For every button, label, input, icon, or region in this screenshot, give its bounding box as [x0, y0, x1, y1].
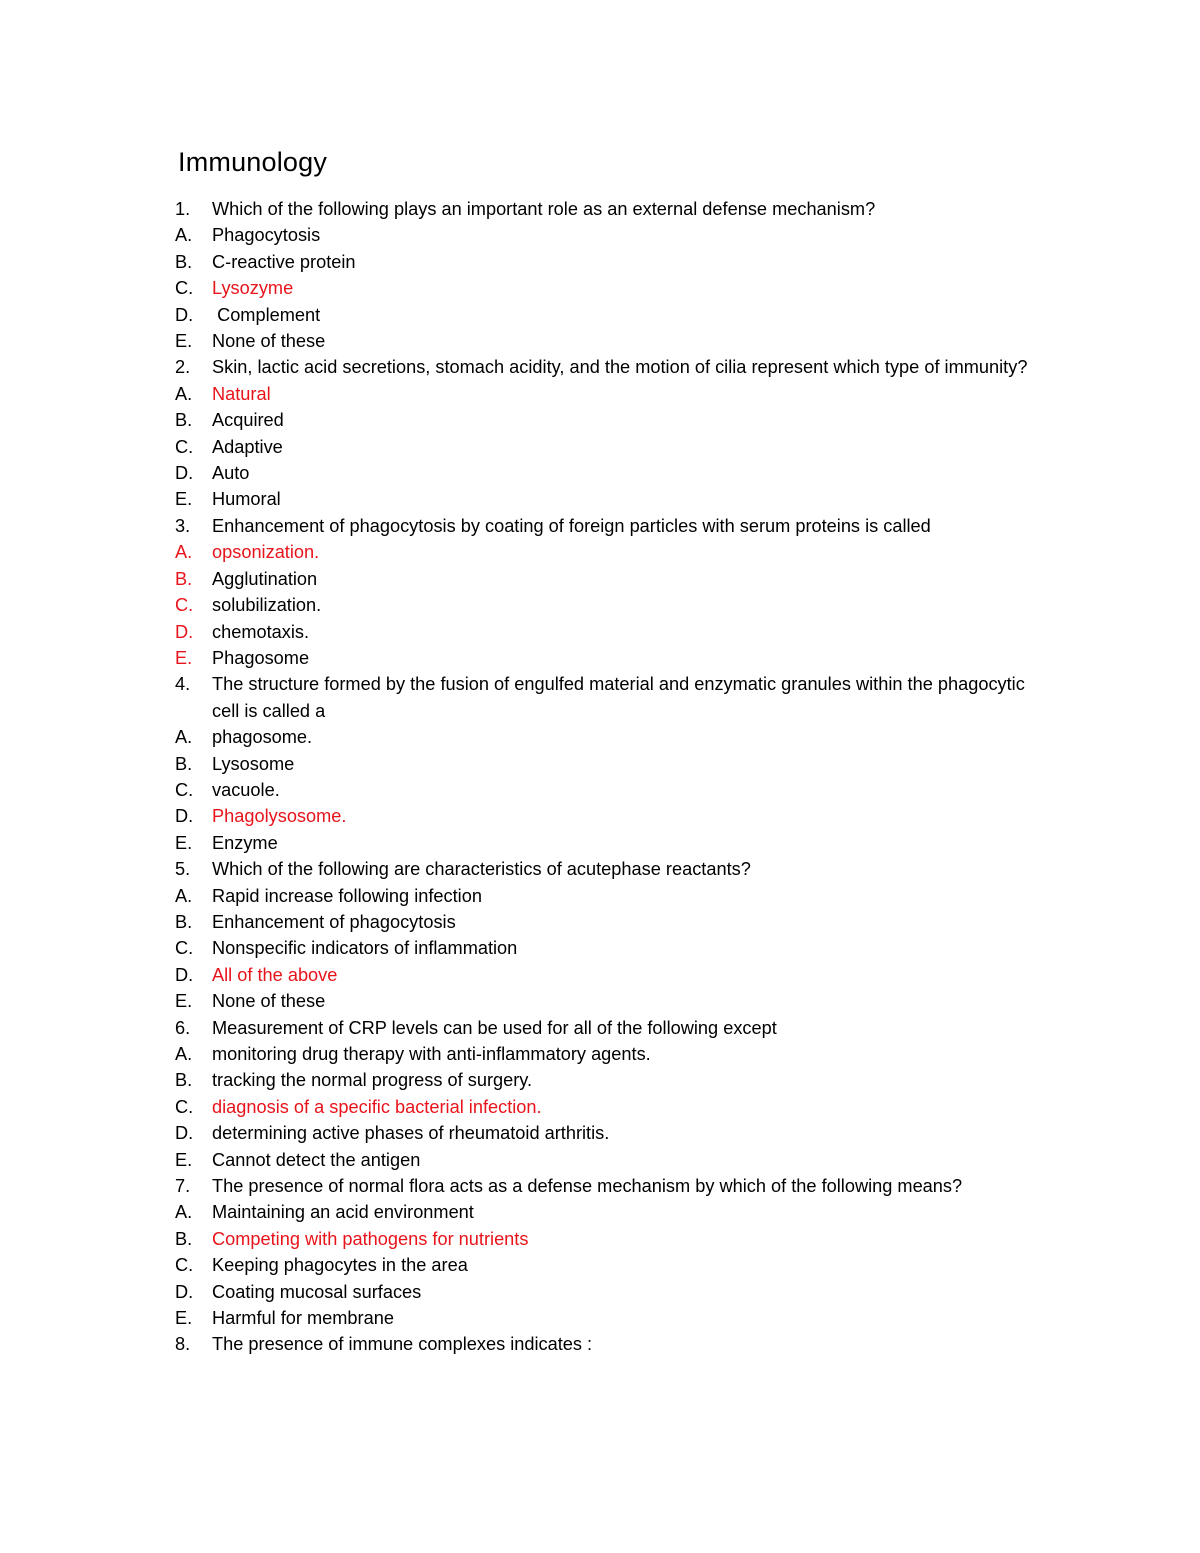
question-text: Which of the following are characteristics of acutephase reactants?	[212, 859, 751, 880]
option-letter: A.	[175, 225, 193, 246]
option-line	[175, 1305, 1055, 1331]
question-line	[175, 196, 1055, 222]
option-line	[175, 275, 1055, 301]
option-text: Acquired	[212, 410, 284, 431]
option-letter: A.	[175, 1044, 193, 1064]
option-line	[175, 645, 1055, 671]
option-text: Complement	[212, 304, 321, 325]
question-text: Enhancement of phagocytosis by coating of foreign particles with serum proteins is called	[212, 515, 931, 536]
option-line	[175, 724, 1055, 750]
option-letter: E.	[175, 832, 193, 853]
option-text: Phagosome	[212, 647, 310, 668]
option-text: Enhancement of phagocytosis	[212, 911, 456, 932]
option-line	[175, 566, 1055, 592]
option-line	[175, 592, 1055, 618]
option-line	[175, 803, 1055, 829]
option-letter: B.	[175, 753, 193, 774]
option-letter: E.	[175, 1149, 193, 1170]
option-text: tracking the normal progress of surgery.	[212, 1070, 533, 1091]
question-text: Measurement of CRP levels can be used for all of the following except	[212, 1017, 777, 1038]
option-text: None of these	[212, 991, 326, 1012]
question-number: 6.	[175, 1017, 191, 1038]
option-letter: A.	[175, 727, 193, 748]
option-line	[175, 777, 1055, 803]
correct-answer-text: Competing with pathogens for nutrients	[212, 1228, 529, 1249]
option-line	[175, 830, 1055, 856]
option-line	[175, 751, 1055, 777]
document-title: Immunology	[178, 147, 328, 177]
option-text: Phagocytosis	[212, 225, 321, 246]
question-number: 7.	[175, 1176, 191, 1197]
question-line	[175, 354, 1055, 380]
option-line	[175, 1279, 1055, 1305]
question-line	[175, 1173, 1055, 1199]
question-text: Skin, lactic acid secretions, stomach acidity, and the motion of cilia represent which type of immunity?	[212, 357, 1028, 378]
question-text: The presence of immune complexes indicates :	[212, 1334, 593, 1355]
option-line	[175, 460, 1055, 486]
option-text: Adaptive	[212, 436, 283, 457]
question-text: The presence of normal flora acts as a defense mechanism by which of the following means?	[212, 1176, 963, 1197]
option-text: C-reactive protein	[212, 251, 356, 272]
option-text: Cannot detect the antigen	[212, 1149, 421, 1170]
question-line	[175, 1015, 1055, 1041]
option-line	[175, 619, 1055, 645]
option-line	[175, 1252, 1055, 1278]
correct-answer-text: All of the above	[212, 964, 338, 985]
option-text: phagosome.	[212, 727, 313, 748]
option-line	[175, 988, 1055, 1014]
option-line	[175, 302, 1055, 328]
question-number: 3.	[175, 515, 191, 536]
option-text: Harmful for membrane	[212, 1308, 394, 1329]
option-text: Maintaining an acid environment	[212, 1202, 474, 1223]
option-letter: E.	[175, 1308, 193, 1329]
question-number: 1.	[175, 199, 191, 219]
option-letter: D.	[175, 621, 194, 642]
option-line	[175, 328, 1055, 354]
question-text: The structure formed by the fusion of engulfed material and enzymatic granules within the phagocytic cell is called a	[212, 674, 1030, 721]
option-line	[175, 1041, 1055, 1067]
option-text: solubilization.	[212, 595, 322, 616]
correct-answer-text: Lysozyme	[212, 278, 294, 299]
option-letter: E.	[175, 991, 193, 1012]
option-text: chemotaxis.	[212, 621, 310, 642]
option-letter: C.	[175, 779, 194, 800]
option-letter: E.	[175, 489, 193, 510]
option-line	[175, 1147, 1055, 1173]
option-letter: C.	[175, 278, 194, 299]
option-line	[175, 1120, 1055, 1146]
option-line	[175, 883, 1055, 909]
option-line	[175, 1094, 1055, 1120]
option-line	[175, 1226, 1055, 1252]
option-line	[175, 486, 1055, 512]
option-letter: D.	[175, 1281, 194, 1302]
option-line	[175, 539, 1055, 565]
option-letter: B.	[175, 410, 193, 431]
correct-answer-text: Natural	[212, 383, 271, 404]
question-list	[175, 196, 1055, 1358]
option-letter: D.	[175, 964, 194, 985]
correct-answer-text: Phagolysosome.	[212, 806, 347, 827]
question-number: 4.	[175, 674, 191, 695]
option-line	[175, 1067, 1055, 1093]
option-letter: A.	[175, 1202, 193, 1223]
option-letter: D.	[175, 463, 194, 484]
question-line	[175, 513, 1055, 539]
option-line	[175, 249, 1055, 275]
option-text: Nonspecific indicators of inflammation	[212, 938, 518, 959]
option-letter: B.	[175, 568, 193, 589]
option-line	[175, 222, 1055, 248]
option-letter: C.	[175, 1255, 194, 1276]
option-text: Lysosome	[212, 753, 295, 774]
option-letter: B.	[175, 911, 193, 932]
option-letter: A.	[175, 542, 193, 563]
option-letter: D.	[175, 806, 194, 827]
option-letter: C.	[175, 1096, 194, 1117]
correct-answer-text: diagnosis of a specific bacterial infection.	[212, 1096, 542, 1117]
option-letter: E.	[175, 647, 193, 668]
option-letter: B.	[175, 251, 193, 272]
option-line	[175, 434, 1055, 460]
option-letter: C.	[175, 595, 194, 616]
option-text: vacuole.	[212, 779, 280, 800]
option-letter: A.	[175, 383, 193, 404]
question-number: 8.	[175, 1334, 191, 1355]
option-line	[175, 407, 1055, 433]
option-letter: A.	[175, 885, 193, 906]
option-text: Keeping phagocytes in the area	[212, 1255, 468, 1276]
question-number: 2.	[175, 357, 191, 378]
option-letter: B.	[175, 1070, 193, 1091]
option-line	[175, 381, 1055, 407]
option-letter: C.	[175, 436, 194, 457]
question-number: 5.	[175, 859, 191, 880]
option-letter: B.	[175, 1228, 193, 1249]
question-line	[175, 671, 1055, 724]
question-text: Which of the following plays an important role as an external defense mechanism?	[212, 199, 876, 219]
option-line	[175, 962, 1055, 988]
option-letter: D.	[175, 1123, 194, 1144]
option-text: Enzyme	[212, 832, 278, 853]
option-line	[175, 935, 1055, 961]
option-text: None of these	[212, 331, 326, 352]
option-text: Humoral	[212, 489, 281, 510]
question-line	[175, 1331, 1055, 1357]
option-letter: D.	[175, 304, 194, 325]
option-text: Coating mucosal surfaces	[212, 1281, 422, 1302]
option-text: determining active phases of rheumatoid arthritis.	[212, 1123, 610, 1144]
option-text: Rapid increase following infection	[212, 885, 482, 906]
option-text: monitoring drug therapy with anti-inflammatory agents.	[212, 1044, 651, 1064]
option-line	[175, 909, 1055, 935]
option-line	[175, 1199, 1055, 1225]
option-letter: E.	[175, 331, 193, 352]
correct-answer-text: opsonization.	[212, 542, 320, 563]
option-text: Auto	[212, 463, 250, 484]
option-text: Agglutination	[212, 568, 318, 589]
option-letter: C.	[175, 938, 194, 959]
question-line	[175, 856, 1055, 882]
